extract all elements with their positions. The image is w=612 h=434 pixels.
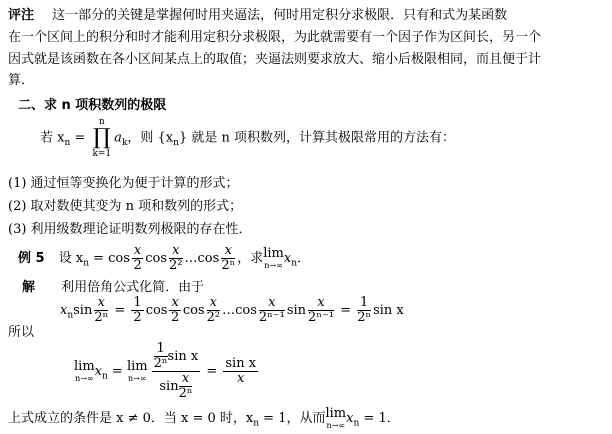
example-line: 例 5 设 $x_n = \cos$ $\frac{x}{2}$ cos $\frac{x}{\text{2²}}$ …cos $\frac{x}{\text{2ⁿ}}$ ，求 lim n→∞ $x_n$． [18,243,311,273]
solution-line: 解 利用倍角公式化简．由于 [22,280,205,295]
method-1: (1) 通过恒等变换化为便于计算的形式； [8,176,239,191]
remark-line-1 [8,8,507,24]
solution-equation: $x_n\sin$ $\frac{x}{\text{2ⁿ}}$ = $\frac{1}{2}$ cos $\frac{x}{2}$ cos $\frac{x}{\text{2²}}$ …cos $\frac{x}{\text{2ⁿ⁻¹}}$ sin $\frac{x}{\text{2ⁿ⁻¹}}$ = $\frac{1}{\text{2ⁿ}}$ sin x [60,295,404,325]
intro-line: 若 $x_n$ = n ∏ k=1 $a_k$，则 $\{x_n\}$ 就是 n 项积数列，计算其极限常用的方法有： [40,117,455,159]
remark-line-3: 因式就是该函数在各小区间某点上的取值；夹逼法则要求放大、缩小后极限相同，而且便于计 [8,52,542,67]
section-heading: 二、求 n 项积数列的极限 [18,98,167,113]
solution-label: 解 [22,280,36,295]
example-label: 例 5 [18,251,45,266]
therefore-text: 所以 [8,325,35,340]
product-symbol: n ∏ k=1 [92,117,112,159]
method-2: (2) 取对数使其变为 n 项和数列的形式； [8,199,243,214]
remark-line-2: 在一个区间上的积分和时才能利用定积分求极限，为此就需要有一个因子作为区间长，另一个 [8,30,542,45]
method-3: (3) 利用级数理论证明数列极限的存在性． [8,222,252,237]
remark-label: 评注 [8,8,35,23]
remark-line-4: 算． [8,73,35,88]
conclusion-line: 上式成立的条件是 x ≠ 0．当 x = 0 时，$x_n = 1$，从而 lim n→∞ $x_n = 1$． [8,406,400,430]
limit-equation: lim n→∞ $x_n$ = lim n→∞ $\frac{1}{\text{2ⁿ}}$ sin x sin $\frac{x}{\text{2ⁿ}}$ = $\frac{\text{sin x}}{x}$ [74,341,257,401]
remark-text-1: 这一部分的关键是掌握何时用夹逼法，何时用定积分求极限．只有和式为某函数 [52,8,508,23]
